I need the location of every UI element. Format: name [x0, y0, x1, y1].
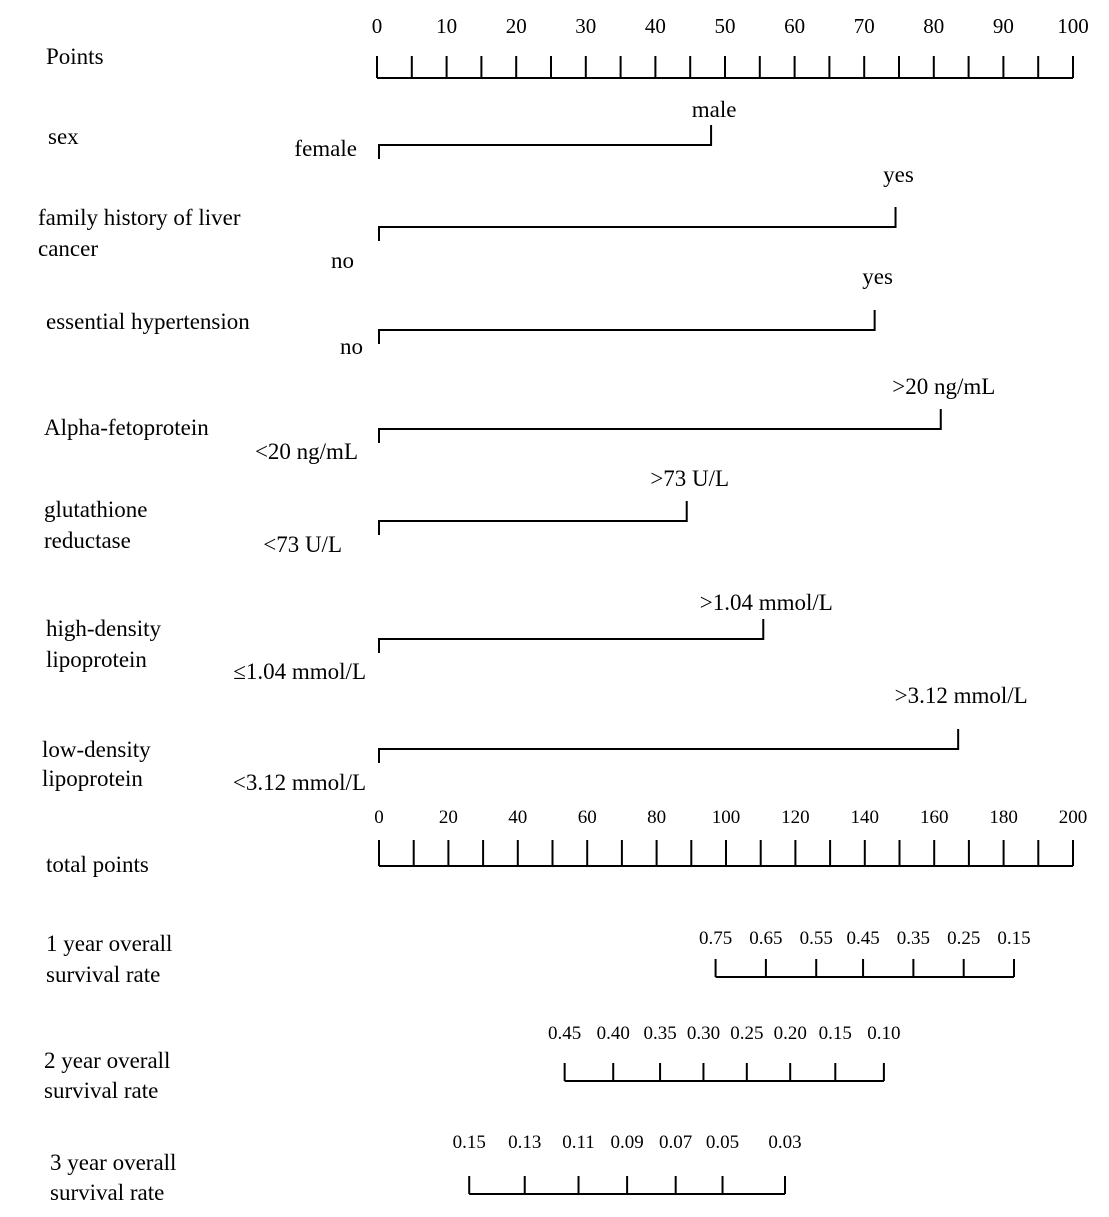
high-density-lipoprotein-label: high-density	[46, 616, 161, 641]
sex-high-level: male	[691, 97, 737, 122]
family-history-high-level: yes	[883, 162, 914, 187]
total-points-axis-tick-label: 80	[647, 807, 667, 828]
total-points-axis-label: total points	[46, 852, 149, 877]
1-year-survival-tick-label: 0.45	[846, 928, 880, 949]
points-axis-tick-label: 90	[992, 14, 1014, 38]
low-density-lipoprotein-label: lipoprotein	[42, 766, 143, 791]
2-year-survival-tick-label: 0.10	[867, 1023, 901, 1044]
total-points-axis-tick-label: 120	[781, 807, 810, 828]
3-year-survival-tick-label: 0.03	[768, 1132, 802, 1153]
points-axis-tick-label: 0	[371, 14, 383, 38]
glutathione-reductase-label: reductase	[44, 528, 131, 553]
2-year-survival-label: survival rate	[44, 1078, 159, 1103]
points-axis-tick-label: 70	[853, 14, 875, 38]
2-year-survival-tick-label: 0.20	[773, 1023, 807, 1044]
total-points-axis-tick-label: 100	[711, 807, 741, 828]
points-axis-tick-label: 50	[714, 14, 736, 38]
1-year-survival-label: survival rate	[46, 962, 161, 987]
total-points-axis-tick-label: 40	[508, 807, 528, 828]
sex-low-level: female	[294, 136, 357, 161]
1-year-survival-tick-label: 0.65	[749, 928, 783, 949]
1-year-survival-tick-label: 0.15	[997, 928, 1031, 949]
3-year-survival-tick-label: 0.11	[562, 1132, 595, 1153]
glutathione-reductase-high-level: >73 U/L	[650, 466, 730, 491]
1-year-survival-tick-label: 0.75	[698, 928, 733, 949]
family-history-label: family history of liver	[38, 205, 241, 230]
2-year-survival-tick-label: 0.15	[818, 1023, 852, 1044]
2-year-survival-tick-label: 0.40	[596, 1023, 630, 1044]
sex-label: sex	[48, 124, 79, 149]
points-axis-tick-label: 100	[1057, 14, 1089, 38]
2-year-survival-tick-label: 0.45	[548, 1023, 582, 1044]
total-points-axis-tick-label: 200	[1058, 807, 1088, 828]
family-history-low-level: no	[331, 248, 354, 273]
2-year-survival-tick-label: 0.30	[686, 1023, 721, 1044]
points-axis-tick-label: 80	[923, 14, 945, 38]
2-year-survival-tick-label: 0.35	[643, 1023, 677, 1044]
low-density-lipoprotein-low-level: <3.12 mmol/L	[232, 770, 366, 795]
1-year-survival-label: 1 year overall	[46, 931, 173, 956]
essential-hypertension-label: essential hypertension	[46, 309, 250, 334]
glutathione-reductase-label: glutathione	[44, 497, 148, 522]
3-year-survival-tick-label: 0.13	[508, 1132, 542, 1153]
1-year-survival-tick-label: 0.25	[947, 928, 981, 949]
total-points-axis-tick-label: 20	[438, 807, 458, 828]
2-year-survival-label: 2 year overall	[44, 1048, 171, 1073]
total-points-axis-tick-label: 0	[374, 807, 384, 828]
low-density-lipoprotein-high-level: >3.12 mmol/L	[894, 683, 1028, 708]
1-year-survival-tick-label: 0.35	[896, 928, 931, 949]
high-density-lipoprotein-label: lipoprotein	[46, 647, 147, 672]
alpha-fetoprotein-low-level: <20 ng/mL	[254, 439, 358, 464]
alpha-fetoprotein-label: Alpha-fetoprotein	[44, 415, 209, 440]
family-history-label: cancer	[38, 236, 98, 261]
points-axis-tick-label: 20	[505, 14, 527, 38]
3-year-survival-label: survival rate	[50, 1180, 165, 1205]
points-axis-tick-label: 30	[575, 14, 597, 38]
glutathione-reductase-low-level: <73 U/L	[263, 532, 342, 557]
3-year-survival-tick-label: 0.09	[610, 1132, 644, 1153]
total-points-axis-tick-label: 140	[850, 807, 880, 828]
essential-hypertension-high-level: yes	[862, 264, 893, 289]
points-axis-tick-label: 40	[644, 14, 666, 38]
3-year-survival-label: 3 year overall	[50, 1150, 177, 1175]
total-points-axis-tick-label: 180	[989, 807, 1018, 828]
3-year-survival-tick-label: 0.05	[705, 1132, 740, 1153]
points-axis-tick-label: 60	[784, 14, 806, 38]
3-year-survival-tick-label: 0.15	[452, 1132, 486, 1153]
points-axis-tick-label: 10	[436, 14, 458, 38]
low-density-lipoprotein-label: low-density	[42, 737, 151, 762]
3-year-survival-tick-label: 0.07	[659, 1132, 693, 1153]
high-density-lipoprotein-high-level: >1.04 mmol/L	[699, 590, 833, 615]
total-points-axis-tick-label: 60	[577, 807, 597, 828]
high-density-lipoprotein-low-level: ≤1.04 mmol/L	[233, 659, 366, 684]
points-axis-label: Points	[46, 44, 104, 69]
essential-hypertension-low-level: no	[340, 334, 363, 359]
1-year-survival-tick-label: 0.55	[799, 928, 833, 949]
total-points-axis-tick-label: 160	[919, 807, 949, 828]
alpha-fetoprotein-high-level: >20 ng/mL	[892, 374, 996, 399]
2-year-survival-tick-label: 0.25	[730, 1023, 764, 1044]
